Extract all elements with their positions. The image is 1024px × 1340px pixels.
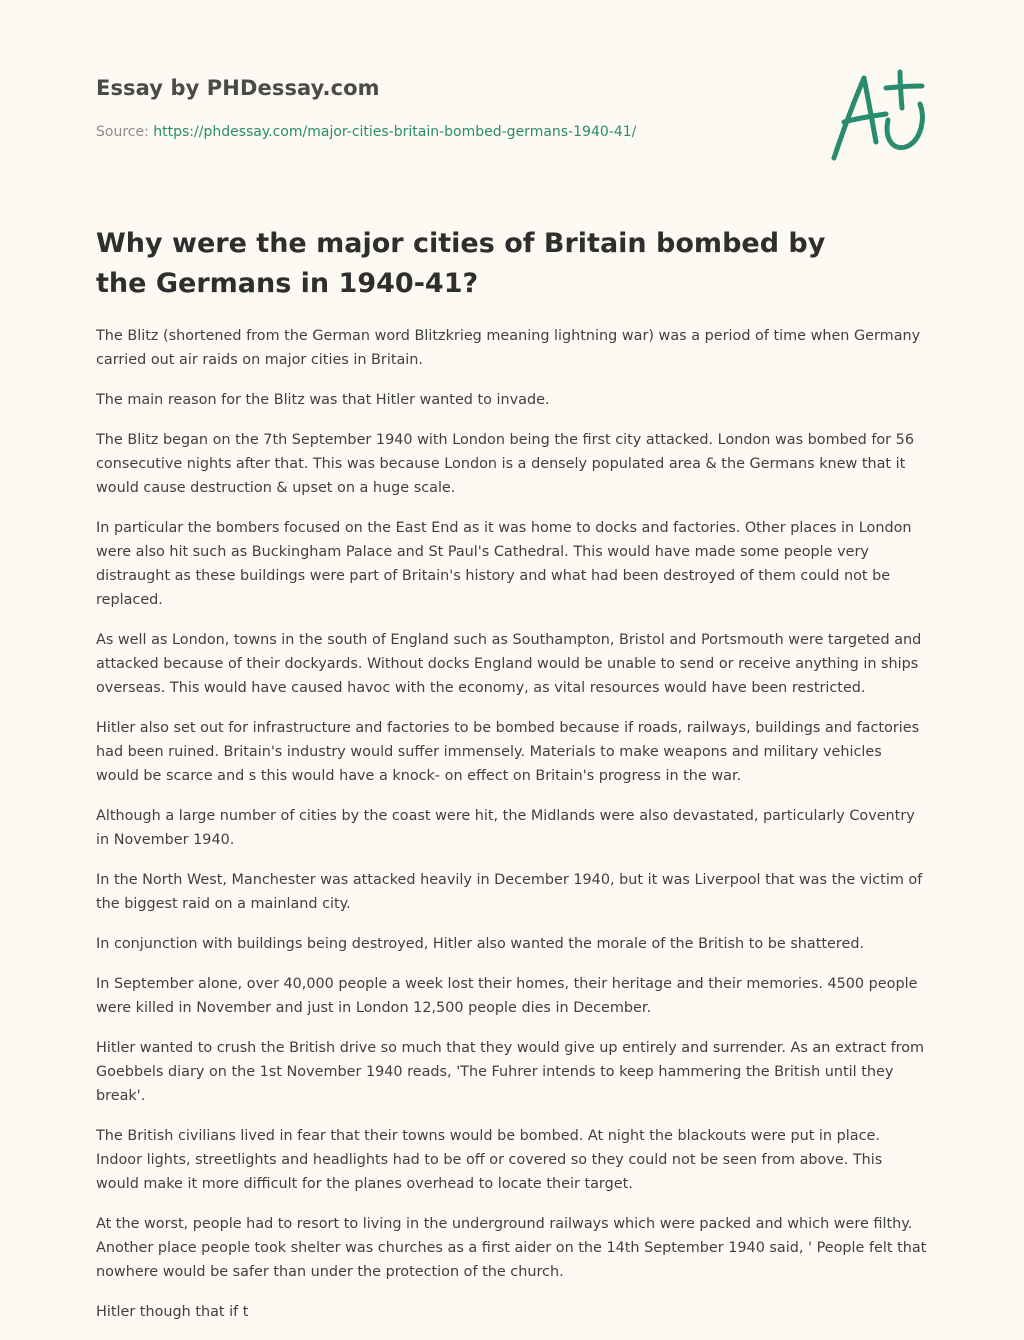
- essay-paragraph: Although a large number of cities by the coast were hit, the Midlands were also devastated, particularly Coventry in November 1940.: [96, 808, 915, 848]
- a-plus-logo-icon: [828, 68, 928, 164]
- source-line: [96, 124, 636, 140]
- essay-paragraph: In September alone, over 40,000 people a week lost their homes, their heritage and their memories. 4500 people were killed in November and just in London 12,500 people dies in December.: [96, 976, 918, 1016]
- essay-paragraph: Hitler though that if t: [96, 1304, 249, 1320]
- essay-paragraph: In particular the bombers focused on the East End as it was home to docks and factories. Other places in London were also hit such as Buckingham Palace and St Paul's Cathedral. This would have made some people very distraught as these buildings were part of Britain's history and what had been destroyed of them could not be replaced.: [96, 520, 912, 608]
- essay-paragraph: At the worst, people had to resort to living in the underground railways which were packed and which were filthy. Another place people took shelter was churches as a first aider on the 14th September 1940 said, ' People felt that nowhere would be safer than under the protection of the church.: [96, 1216, 927, 1280]
- essay-paragraph: The British civilians lived in fear that their towns would be bombed. At night the blackouts were put in place. Indoor lights, streetlights and headlights had to be off or covered so they could not be seen from above. This would make it more difficult for the planes overhead to locate their target.: [96, 1128, 883, 1192]
- essay-paragraph: In the North West, Manchester was attacked heavily in December 1940, but it was Liverpool that was the victim of the biggest raid on a mainland city.: [96, 872, 923, 912]
- essay-paragraph: The Blitz (shortened from the German word Blitzkrieg meaning lightning war) was a period of time when Germany carried out air raids on major cities in Britain.: [96, 328, 921, 368]
- essay-paragraph: Hitler also set out for infrastructure and factories to be bombed because if roads, railways, buildings and factories had been ruined. Britain's industry would suffer immensely. Materials to make weapons and military vehicles would be scarce and s this would have a knock- on effect on Britain's progress in the war.: [96, 720, 920, 784]
- essay-paragraph: In conjunction with buildings being destroyed, Hitler also wanted the morale of the British to be shattered.: [96, 936, 865, 952]
- source-link[interactable]: https://phdessay.com/major-cities-britain-bombed-germans-1940-41/: [153, 124, 637, 140]
- source-label: Source:: [96, 124, 154, 140]
- essay-paragraph: The main reason for the Blitz was that Hitler wanted to invade.: [96, 392, 550, 408]
- essay-body: [96, 324, 928, 1340]
- brand-title: Essay by PHDessay.com: [96, 76, 380, 100]
- essay-paragraph: Hitler wanted to crush the British drive so much that they would give up entirely and surrender. As an extract from Goebbels diary on the 1st November 1940 reads, 'The Fuhrer intends to keep hammering the British until they break'.: [96, 1040, 925, 1104]
- essay-paragraph: The Blitz began on the 7th September 1940 with London being the first city attacked. London was bombed for 56 consecutive nights after that. This was because London is a densely populated area & the Germans knew that it would cause destruction & upset on a huge scale.: [96, 432, 914, 496]
- essay-title: Why were the major cities of Britain bombed by the Germans in 1940-41?: [96, 228, 826, 299]
- essay-paragraph: As well as London, towns in the south of England such as Southampton, Bristol and Portsmouth were targeted and attacked because of their dockyards. Without docks England would be unable to send or receive anything in ships overseas. This would have caused havoc with the economy, as vital resources would have been restricted.: [96, 632, 922, 696]
